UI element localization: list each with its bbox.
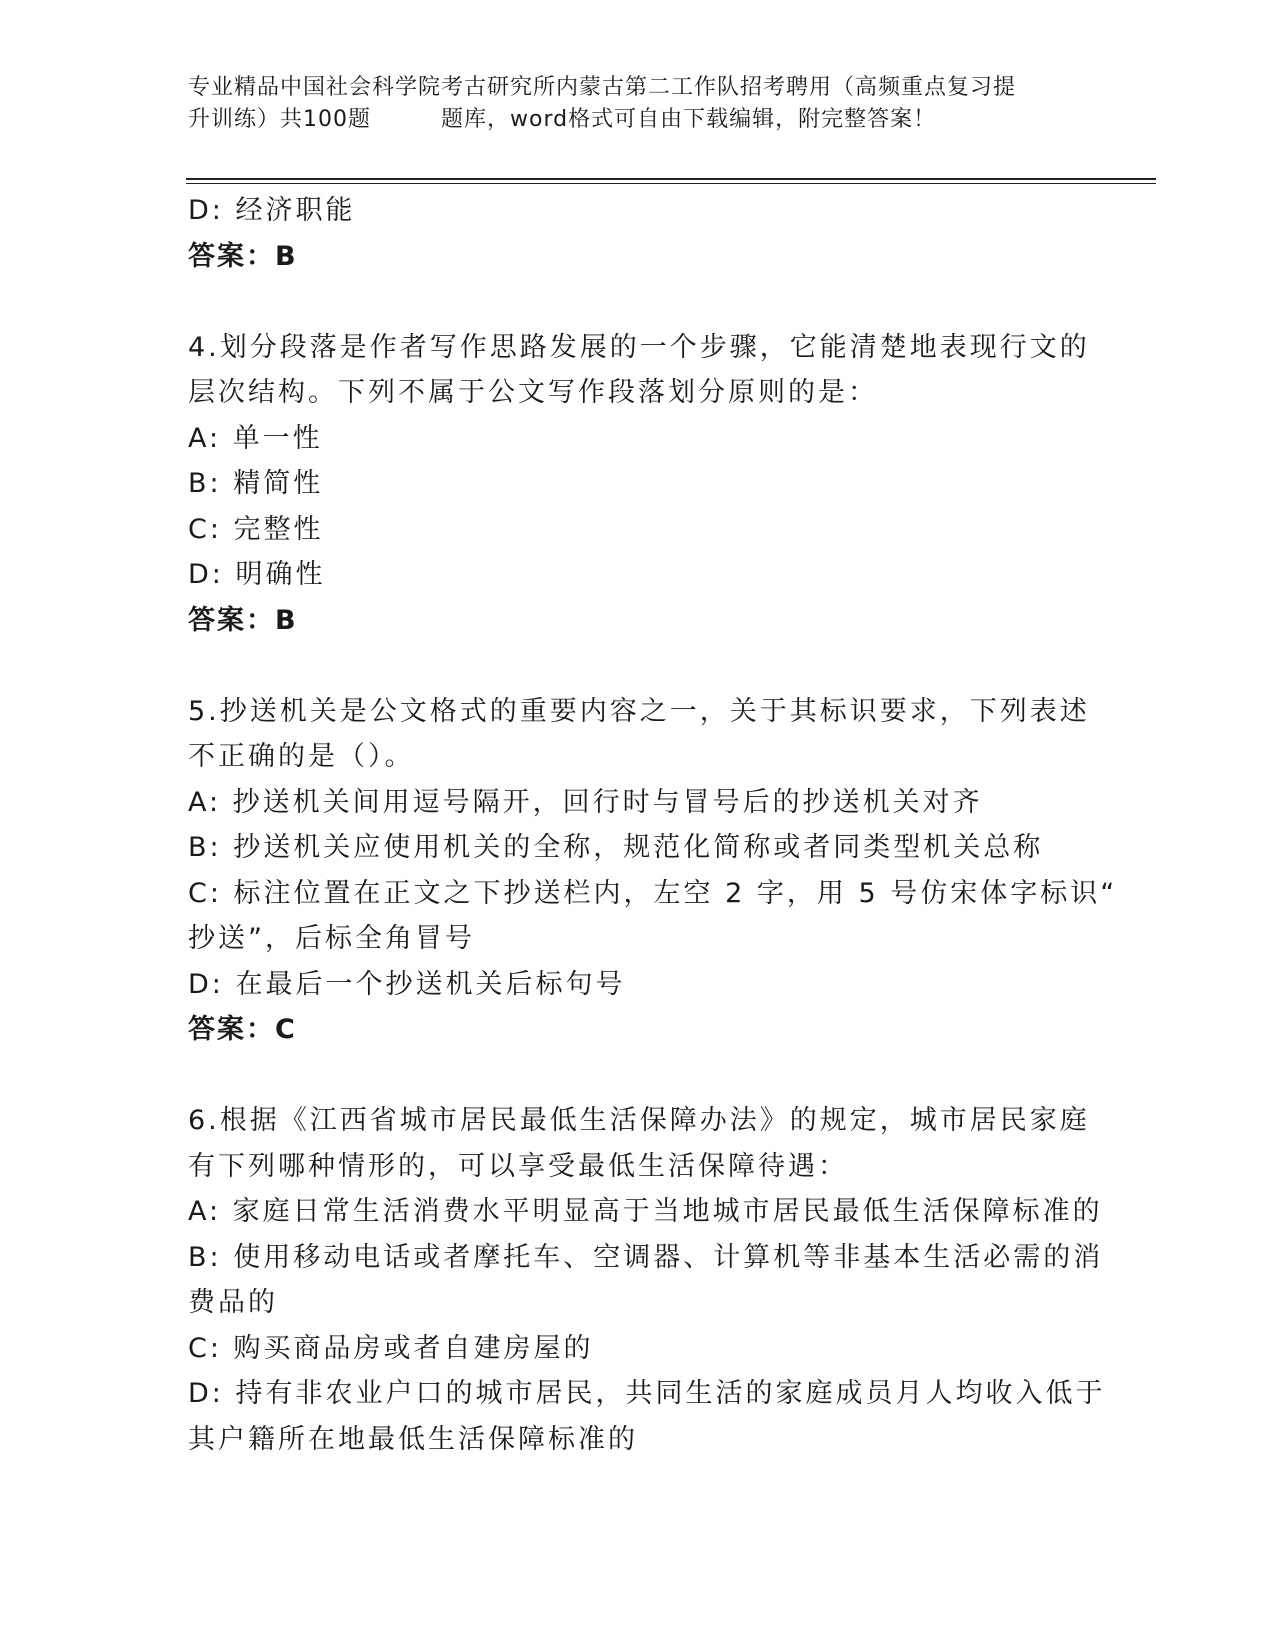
- answer-line: 答案：B: [188, 240, 298, 272]
- option-d: D: 明确性: [188, 559, 326, 590]
- page-header: [188, 72, 1088, 136]
- option-c-continued: 抄送”，后标全角冒号: [188, 923, 475, 954]
- option-d-continued: 其户籍所在地最低生活保障标准的: [188, 1423, 638, 1455]
- question-stem: 6.根据《江西省城市居民最低生活保障办法》的规定，城市居民家庭: [188, 1105, 1090, 1136]
- question-stem: 5.抄送机关是公文格式的重要内容之一，关于其标识要求，下列表述: [188, 695, 1090, 727]
- question-5: [188, 689, 1118, 1053]
- header-divider-thin: [186, 183, 1156, 184]
- option-b: B: 抄送机关应使用机关的全称，规范化简称或者同类型机关总称: [188, 832, 1044, 863]
- option-b: B: 使用移动电话或者摩托车、空调器、计算机等非基本生活必需的消: [188, 1241, 1104, 1273]
- option-a: A: 抄送机关间用逗号隔开，回行时与冒号后的抄送机关对齐: [188, 786, 983, 818]
- option-d: D: 经济职能: [188, 195, 356, 226]
- question-6: [188, 1098, 1106, 1462]
- option-d: D: 持有非农业户口的城市居民，共同生活的家庭成员月人均收入低于: [188, 1378, 1106, 1409]
- option-b: B: 精简性: [188, 468, 324, 499]
- option-d: D: 在最后一个抄送机关后标句号: [188, 968, 626, 1000]
- header-title-line-2-right: 题库，word格式可自由下载编辑，附完整答案！: [441, 107, 937, 132]
- answer-line: 答案：C: [188, 1014, 297, 1045]
- question-4: [188, 325, 1088, 644]
- header-title-line-2: [188, 104, 1088, 136]
- question-3-tail: [188, 188, 1088, 279]
- question-stem: 有下列哪种情形的，可以享受最低生活保障待遇：: [188, 1150, 848, 1182]
- option-c: C: 完整性: [188, 513, 324, 545]
- header-title-line-2-left: 升训练）共100题: [188, 107, 371, 132]
- header-title-line-1: 专业精品中国社会科学院考古研究所内蒙古第二工作队招考聘用（高频重点复习提: [188, 75, 1017, 100]
- option-c: C: 购买商品房或者自建房屋的: [188, 1332, 594, 1364]
- header-divider-thick: [186, 178, 1156, 180]
- question-stem: 4.划分段落是作者写作思路发展的一个步骤，它能清楚地表现行文的: [188, 331, 1090, 363]
- question-content: [188, 188, 1118, 1462]
- answer-line: 答案：B: [188, 604, 298, 636]
- option-b-continued: 费品的: [188, 1287, 278, 1318]
- question-stem: 层次结构。下列不属于公文写作段落划分原则的是：: [188, 377, 878, 408]
- option-a: A: 家庭日常生活消费水平明显高于当地城市居民最低生活保障标准的: [188, 1196, 1103, 1227]
- option-a: A: 单一性: [188, 422, 323, 454]
- question-stem: 不正确的是（）。: [188, 741, 415, 772]
- option-c: C: 标注位置在正文之下抄送栏内，左空 2 字，用 5 号仿宋体字标识“: [188, 877, 1118, 909]
